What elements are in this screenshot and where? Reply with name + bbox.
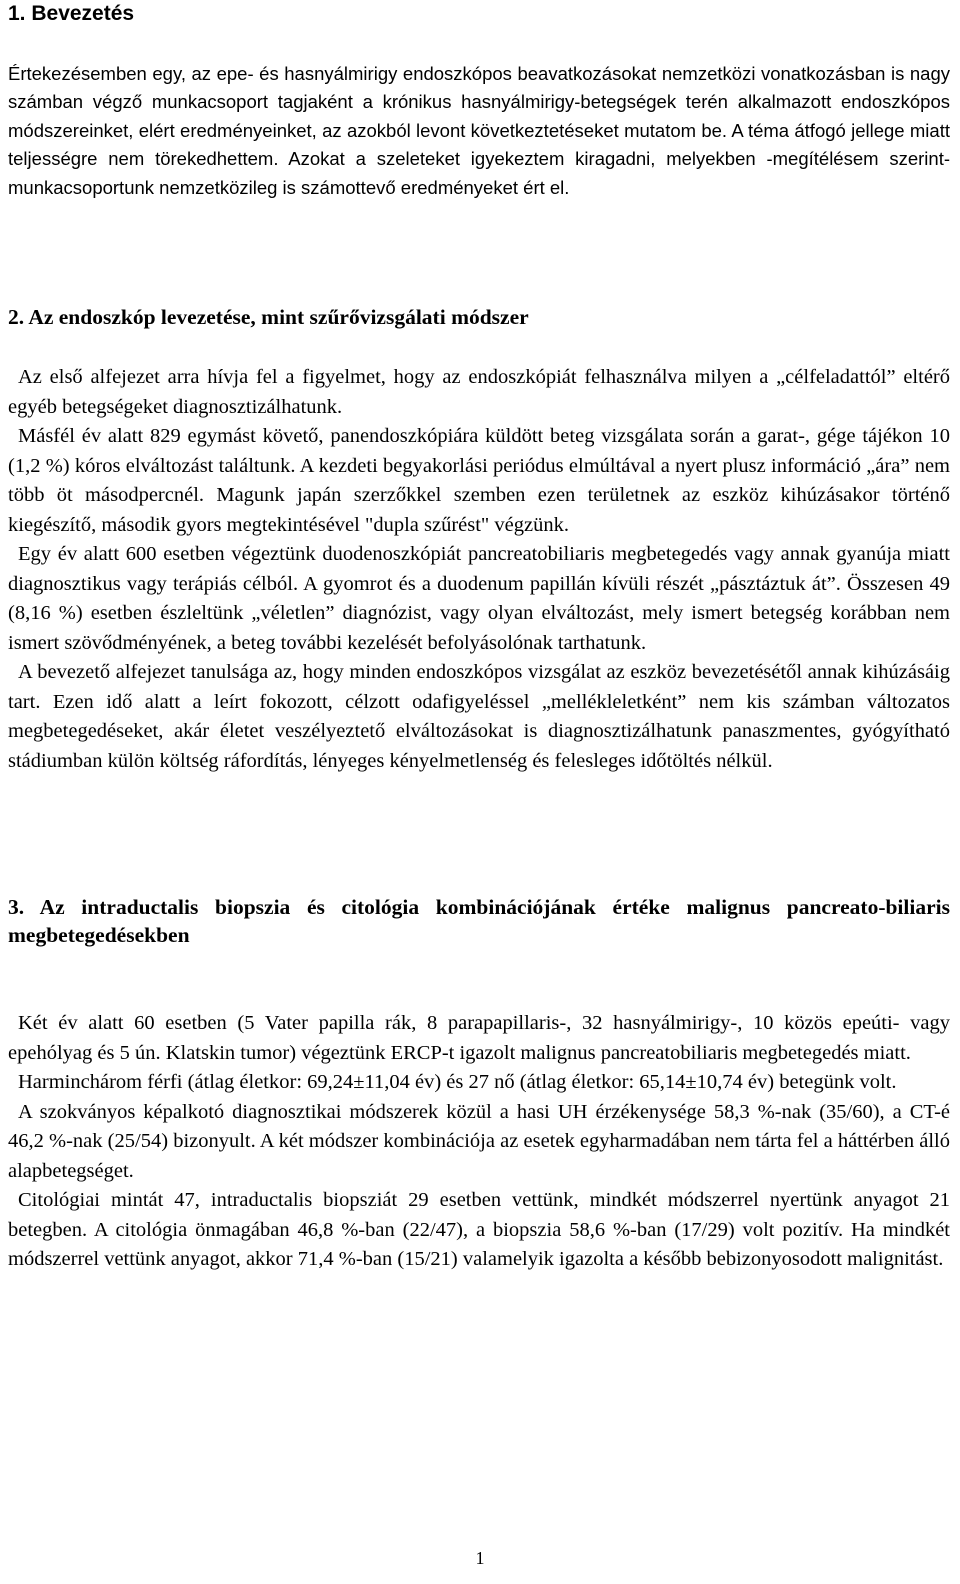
section-3-heading: 3. Az intraductalis biopszia és citológia kombinációjának értéke malignus pancreato-biliaris megbetegedésekben — [8, 895, 950, 947]
page-number: 1 — [475, 1548, 485, 1568]
section-3-paragraph: Két év alatt 60 esetben (5 Vater papilla rák, 8 parapapillaris-, 32 hasnyálmirigy-, 10 közös epeúti- vagy epehólyag és 5 ún. Klatskin tumor) végeztünk ERCP-t igazolt malignus pancreatobiliaris megbetegedés miatt. — [8, 1012, 950, 1064]
section-2-paragraph: A bevezető alfejezet tanulsága az, hogy minden endoszkópos vizsgálat az eszköz bevezetésétől annak kihúzásáig tart. Ezen idő alatt a leírt fokozott, célzott odafigyeléssel „mellékleletként” nem kis számban változatos megbetegedéseket, akár életet veszélyeztető elváltozásokat is diagnosztizálhatunk panaszmentes, gyógyítható stádiumban külön költség ráfordítás, lényeges kényelmetlenség és felesleges időtöltés nélkül. — [8, 661, 950, 772]
section-2-body — [8, 363, 950, 776]
section-2-heading: 2. Az endoszkóp levezetése, mint szűrővizsgálati módszer — [8, 305, 529, 329]
section-2-paragraph: Egy év alatt 600 esetben végeztünk duodenoszkópiát pancreatobiliaris megbetegedés vagy annak gyanúja miatt diagnosztikus vagy terápiás célból. A gyomrot és a duodenum papillán kívüli részét „pásztáztuk át”. Összesen 49 (8,16 %) esetben észleltünk „véletlen” diagnózist, vagy olyan elváltozást, mely ismert betegség korábban nem ismert szövődményének, a beteg további kezelését befolyásolónak tarthatunk. — [8, 543, 950, 654]
section-3-paragraph: A szokványos képalkotó diagnosztikai módszerek közül a hasi UH érzékenysége 58,3 %-nak (35/60), a CT-é 46,2 %-nak (25/54) bizonyult. A két módszer kombinációja az esetek egyharmadában nem tárta fel a háttérben álló alapbetegséget. — [8, 1100, 950, 1182]
section-2-paragraph: Az első alfejezet arra hívja fel a figyelmet, hogy az endoszkópiát felhasználva milyen a „célfeladattól” eltérő egyéb betegségeket diagnosztizálhatunk. — [8, 366, 950, 418]
section-1-heading: 1. Bevezetés — [8, 2, 135, 25]
section-3-paragraph: Harminchárom férfi (átlag életkor: 69,24±11,04 év) és 27 nő (átlag életkor: 65,14±10,74 év) betegünk volt. — [18, 1071, 897, 1093]
section-3-paragraph: Citológiai mintát 47, intraductalis biopsziát 29 esetben vettünk, mindkét módszerrel nyertünk anyagot 21 betegben. A citológia önmagában 46,8 %-ban (22/47), a biopszia 58,6 %-ban (17/29) volt pozitív. Ha mindkét módszerrel vettünk anyagot, akkor 71,4 %-ban (15/21) valamelyik igazolta a később bebizonyosodott malignitást. — [8, 1189, 950, 1270]
section-3-body — [8, 1009, 950, 1275]
section-2-paragraph: Másfél év alatt 829 egymást követő, panendoszkópiára küldött beteg vizsgálata során a garat-, gége tájékon 10 (1,2 %) kóros elváltozást találtunk. A kezdeti begyakorlási periódus elmúltával a nyert plusz információ „ára” nem több öt másodpercnél. Magunk japán szerzőkkel szemben ezen területnek az eszköz kihúzásakor történő kiegészítő, második gyors megtekintésével "dupla szűrést" végzünk. — [8, 425, 950, 536]
section-1-paragraph: Értekezésemben egy, az epe- és hasnyálmirigy endoszkópos beavatkozásokat nemzetközi vonatkozásban is nagy számban végző munkacsoport tagjaként a krónikus hasnyálmirigy-betegségek terén alkalmazott endoszkópos módszereinket, elért eredményeinket, az azokból levont következtetéseket mutatom be. A téma átfogó jellege miatt teljességre nem törekedhettem. Azokat a szeleteket igyekeztem kiragadni, melyekben -megítélésem szerint- munkacsoportunk nemzetközileg is számottevő eredményeket ért el. — [8, 63, 950, 198]
